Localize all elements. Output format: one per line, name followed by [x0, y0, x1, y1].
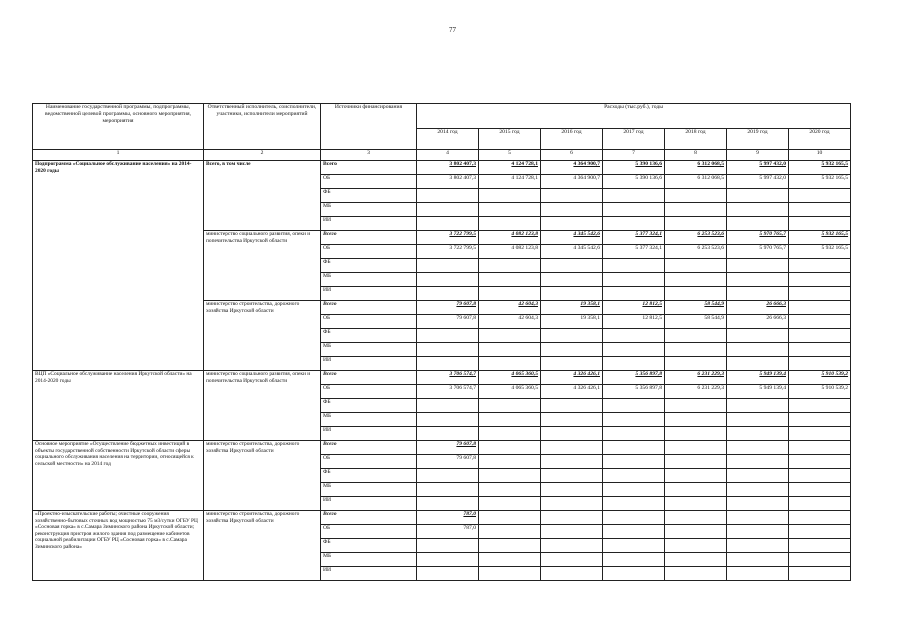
- expense-value: [417, 259, 479, 273]
- column-number: 10: [789, 150, 851, 161]
- expense-value: 6 231 229,3: [665, 385, 727, 399]
- header-year: 2018 год: [665, 129, 727, 150]
- expense-value: [603, 455, 665, 469]
- expense-value: 5 356 897,8: [603, 371, 665, 385]
- expense-value: 42 604,3: [479, 315, 541, 329]
- expense-value: 6 312 068,5: [665, 161, 727, 175]
- expense-value: [417, 427, 479, 441]
- expense-value: [603, 497, 665, 511]
- expense-value: [727, 511, 789, 525]
- expense-value: [727, 525, 789, 539]
- expense-value: 12 812,5: [603, 301, 665, 315]
- expense-value: [541, 273, 603, 287]
- expense-value: [603, 427, 665, 441]
- expense-value: [665, 511, 727, 525]
- expense-value: 5 949 139,4: [727, 371, 789, 385]
- expense-value: [479, 357, 541, 371]
- expense-value: [789, 553, 851, 567]
- expense-value: 5 997 432,0: [727, 175, 789, 189]
- expense-value: 79 607,8: [417, 455, 479, 469]
- expense-value: [727, 483, 789, 497]
- expense-value: [417, 273, 479, 287]
- column-number: 5: [479, 150, 541, 161]
- expense-value: [789, 189, 851, 203]
- expense-value: [603, 441, 665, 455]
- expense-value: [789, 441, 851, 455]
- expense-value: [479, 217, 541, 231]
- expense-value: [417, 483, 479, 497]
- expense-value: [603, 399, 665, 413]
- expense-value: [727, 469, 789, 483]
- expense-value: [417, 287, 479, 301]
- expense-value: 5 377 324,1: [603, 231, 665, 245]
- expense-value: [665, 483, 727, 497]
- header-source: Источники финансирования: [321, 104, 417, 150]
- funding-source: ФБ: [321, 469, 417, 483]
- expense-value: [479, 525, 541, 539]
- executor: министерство социального развития, опеки и попечительства Иркутской области: [204, 371, 321, 441]
- funding-source: ФБ: [321, 329, 417, 343]
- expense-value: [479, 189, 541, 203]
- expense-value: [417, 567, 479, 581]
- expense-value: [541, 539, 603, 553]
- expense-value: [665, 441, 727, 455]
- expense-value: 4 065 360,5: [479, 385, 541, 399]
- funding-source: ИИ: [321, 217, 417, 231]
- expense-value: 5 932 165,5: [789, 161, 851, 175]
- expense-value: [727, 539, 789, 553]
- expense-value: [665, 413, 727, 427]
- expense-value: [665, 203, 727, 217]
- column-number: 1: [33, 150, 204, 161]
- expense-value: [479, 539, 541, 553]
- expense-value: [789, 315, 851, 329]
- funding-source: ОБ: [321, 525, 417, 539]
- expense-value: [665, 217, 727, 231]
- expense-value: [789, 203, 851, 217]
- funding-source: ОБ: [321, 175, 417, 189]
- expense-value: [727, 273, 789, 287]
- expense-value: [603, 273, 665, 287]
- executor: Всего, в том числе: [204, 161, 321, 231]
- expense-value: [541, 259, 603, 273]
- expense-value: 19 358,1: [541, 315, 603, 329]
- expense-value: [479, 441, 541, 455]
- funding-source: ФБ: [321, 399, 417, 413]
- header-year: 2014 год: [417, 129, 479, 150]
- expense-value: [417, 217, 479, 231]
- program-name: ВЦП «Социальное обслуживание населения Иркутской области» на 2014-2020 годы: [33, 371, 204, 441]
- expense-value: [665, 273, 727, 287]
- expense-value: [479, 567, 541, 581]
- expense-value: 5 932 165,5: [789, 245, 851, 259]
- expense-value: 26 666,3: [727, 301, 789, 315]
- funding-source: Всего: [321, 371, 417, 385]
- expense-value: [603, 525, 665, 539]
- expense-value: 6 253 523,6: [665, 245, 727, 259]
- expense-value: [603, 553, 665, 567]
- expense-value: 4 364 900,7: [541, 175, 603, 189]
- expense-value: [789, 539, 851, 553]
- expense-value: [665, 259, 727, 273]
- expense-value: 5 997 432,0: [727, 161, 789, 175]
- expense-value: 4 082 123,8: [479, 245, 541, 259]
- expense-value: [789, 511, 851, 525]
- expense-value: 58 544,9: [665, 301, 727, 315]
- column-number: 6: [541, 150, 603, 161]
- column-number: 3: [321, 150, 417, 161]
- funding-source: Всего: [321, 161, 417, 175]
- expense-value: 3 802 407,3: [417, 175, 479, 189]
- expense-value: [541, 441, 603, 455]
- funding-source: ОБ: [321, 385, 417, 399]
- expense-value: [789, 427, 851, 441]
- executor: министерство социального развития, опеки и попечительства Иркутской области: [204, 231, 321, 301]
- expense-value: [479, 413, 541, 427]
- table-row: [33, 511, 851, 525]
- expense-value: [417, 329, 479, 343]
- expense-value: [479, 203, 541, 217]
- expense-value: [479, 287, 541, 301]
- funding-source: МБ: [321, 273, 417, 287]
- table-row: [33, 441, 851, 455]
- header-name: Наименование государственной программы, подпрограммы, ведомственной целевой программы, основного мероприятия, мероприятия: [33, 104, 204, 150]
- expense-value: 4 124 728,1: [479, 175, 541, 189]
- expense-value: [603, 329, 665, 343]
- expense-value: [603, 483, 665, 497]
- expense-value: [541, 567, 603, 581]
- expense-value: [417, 343, 479, 357]
- expense-value: [665, 287, 727, 301]
- funding-source: Всего: [321, 441, 417, 455]
- expense-value: [417, 539, 479, 553]
- column-number: 9: [727, 150, 789, 161]
- expense-value: 5 932 165,5: [789, 231, 851, 245]
- expense-value: [417, 399, 479, 413]
- expense-value: 3 722 799,5: [417, 245, 479, 259]
- expense-value: [727, 357, 789, 371]
- header-year: 2015 год: [479, 129, 541, 150]
- header-expenses: Расходы (тыс.руб.), годы: [417, 104, 851, 129]
- expense-value: [789, 469, 851, 483]
- expense-value: [417, 553, 479, 567]
- expense-value: [541, 511, 603, 525]
- expense-value: 4 082 123,8: [479, 231, 541, 245]
- expense-value: [479, 399, 541, 413]
- expense-value: [541, 413, 603, 427]
- expense-value: [541, 343, 603, 357]
- expense-value: [603, 203, 665, 217]
- expense-value: [541, 217, 603, 231]
- expense-value: [665, 539, 727, 553]
- header-year: 2020 год: [789, 129, 851, 150]
- expense-value: 3 706 574,7: [417, 385, 479, 399]
- expense-value: 5 932 165,5: [789, 175, 851, 189]
- expense-value: [417, 497, 479, 511]
- expense-value: [727, 203, 789, 217]
- funding-source: МБ: [321, 203, 417, 217]
- expense-value: [665, 497, 727, 511]
- expense-value: [541, 525, 603, 539]
- expense-value: [417, 189, 479, 203]
- funding-source: ИИ: [321, 497, 417, 511]
- expense-value: [541, 455, 603, 469]
- expense-value: [789, 287, 851, 301]
- expense-value: [665, 357, 727, 371]
- expense-value: [727, 567, 789, 581]
- expense-value: [603, 469, 665, 483]
- expense-value: [603, 343, 665, 357]
- funding-source: ОБ: [321, 245, 417, 259]
- expense-value: [479, 259, 541, 273]
- funding-source: ИИ: [321, 427, 417, 441]
- expense-value: [603, 287, 665, 301]
- expense-value: [479, 343, 541, 357]
- column-number: 4: [417, 150, 479, 161]
- funding-source: ОБ: [321, 455, 417, 469]
- table-row: [33, 161, 851, 175]
- expense-value: 4 345 542,6: [541, 245, 603, 259]
- funding-source: Всего: [321, 511, 417, 525]
- expense-value: 5 970 765,7: [727, 231, 789, 245]
- funding-source: МБ: [321, 553, 417, 567]
- expense-value: 4 326 426,1: [541, 385, 603, 399]
- expense-value: 6 231 229,3: [665, 371, 727, 385]
- expense-value: [479, 553, 541, 567]
- table-row: [33, 371, 851, 385]
- expense-value: 5 910 539,2: [789, 385, 851, 399]
- expense-value: [727, 259, 789, 273]
- expense-value: [541, 469, 603, 483]
- expense-value: 6 312 068,5: [665, 175, 727, 189]
- expense-value: [665, 469, 727, 483]
- funding-source: ФБ: [321, 539, 417, 553]
- expense-value: [417, 203, 479, 217]
- expense-value: [541, 497, 603, 511]
- expense-value: [541, 287, 603, 301]
- expense-value: 787,0: [417, 525, 479, 539]
- expense-value: 79 607,8: [417, 441, 479, 455]
- expense-value: [665, 427, 727, 441]
- funding-source: ИИ: [321, 287, 417, 301]
- expense-value: [603, 511, 665, 525]
- expense-value: [417, 357, 479, 371]
- expense-value: [789, 567, 851, 581]
- executor: министерство строительства, дорожного хозяйства Иркутской области: [204, 511, 321, 581]
- expense-value: [479, 427, 541, 441]
- expense-value: [789, 273, 851, 287]
- expense-value: [479, 329, 541, 343]
- expense-value: [789, 455, 851, 469]
- expense-value: 4 345 542,6: [541, 231, 603, 245]
- expense-value: 4 364 900,7: [541, 161, 603, 175]
- expense-value: 5 910 539,2: [789, 371, 851, 385]
- expense-value: [603, 567, 665, 581]
- expense-value: 26 666,3: [727, 315, 789, 329]
- expense-value: [789, 413, 851, 427]
- expense-value: [727, 189, 789, 203]
- expense-value: [727, 497, 789, 511]
- expense-value: [603, 413, 665, 427]
- expense-value: [665, 189, 727, 203]
- expense-value: [665, 567, 727, 581]
- expense-value: [665, 455, 727, 469]
- expense-value: [603, 259, 665, 273]
- expense-value: 787,0: [417, 511, 479, 525]
- funding-source: ОБ: [321, 315, 417, 329]
- expense-value: 3 722 799,5: [417, 231, 479, 245]
- expense-value: [789, 497, 851, 511]
- expense-value: [541, 203, 603, 217]
- expense-value: [727, 455, 789, 469]
- funding-source: ИИ: [321, 567, 417, 581]
- expense-value: [479, 511, 541, 525]
- expense-value: [789, 343, 851, 357]
- expense-value: 5 970 765,7: [727, 245, 789, 259]
- expense-value: 79 607,8: [417, 315, 479, 329]
- header-year: 2017 год: [603, 129, 665, 150]
- header-year: 2016 год: [541, 129, 603, 150]
- expense-value: 5 390 136,6: [603, 175, 665, 189]
- expense-value: [541, 329, 603, 343]
- program-name: Основное мероприятие «Осуществление бюджетных инвестиций в объекты государственной собственности Иркутской области сферы социального обслуживания населения на территории, относящейся к сельской местности» на 2014 год: [33, 441, 204, 511]
- column-number: 8: [665, 150, 727, 161]
- executor: министерство строительства, дорожного хозяйства Иркутской области: [204, 301, 321, 371]
- expense-value: 4 326 426,1: [541, 371, 603, 385]
- expense-value: 12 812,5: [603, 315, 665, 329]
- expense-value: [789, 259, 851, 273]
- expense-value: [727, 553, 789, 567]
- expense-value: [479, 497, 541, 511]
- expense-value: [479, 273, 541, 287]
- expense-value: [665, 329, 727, 343]
- funding-source: МБ: [321, 413, 417, 427]
- expense-value: [603, 189, 665, 203]
- funding-source: МБ: [321, 343, 417, 357]
- funding-source: Всего: [321, 231, 417, 245]
- expense-value: [603, 539, 665, 553]
- funding-source: ФБ: [321, 259, 417, 273]
- expense-value: [727, 441, 789, 455]
- expense-value: [603, 357, 665, 371]
- expense-value: [727, 329, 789, 343]
- expense-value: [727, 217, 789, 231]
- expense-value: [479, 455, 541, 469]
- expense-value: [727, 427, 789, 441]
- program-name: «Проектно-изыскательские работы; очистные сооружения хозяйственно-бытовых сточных вод мощностью 75 м3/сутки ОГБУ РЦ «Сосновая горка» в с.Самара Зиминского района Иркутской области; реконструкция пристроя жилого здания под размещение кабинетов социальной реабилитации ОГБУ РЦ «Сосновая горка» в с.Самара Зиминского района»: [33, 511, 204, 581]
- expense-value: [541, 483, 603, 497]
- expense-value: 3 706 574,7: [417, 371, 479, 385]
- expense-value: [789, 525, 851, 539]
- expense-value: 58 544,9: [665, 315, 727, 329]
- expense-value: 5 356 897,8: [603, 385, 665, 399]
- expense-value: 19 358,1: [541, 301, 603, 315]
- column-number: 7: [603, 150, 665, 161]
- expense-value: 5 377 324,1: [603, 245, 665, 259]
- expense-value: 4 065 360,5: [479, 371, 541, 385]
- program-name: Подпрограмма «Социальное обслуживание населения» на 2014-2020 годы: [33, 161, 204, 371]
- expense-value: [665, 399, 727, 413]
- expense-value: 42 604,3: [479, 301, 541, 315]
- expense-value: [541, 189, 603, 203]
- expense-value: 5 390 136,6: [603, 161, 665, 175]
- funding-source: МБ: [321, 483, 417, 497]
- expense-value: [665, 343, 727, 357]
- expense-value: 3 802 407,3: [417, 161, 479, 175]
- expense-value: [789, 399, 851, 413]
- funding-source: ИИ: [321, 357, 417, 371]
- expense-value: [541, 553, 603, 567]
- header-year: 2019 год: [727, 129, 789, 150]
- expense-value: [479, 469, 541, 483]
- expense-value: [541, 399, 603, 413]
- expense-value: [727, 399, 789, 413]
- expense-value: 6 253 523,6: [665, 231, 727, 245]
- expense-value: [789, 357, 851, 371]
- expense-value: [541, 427, 603, 441]
- expense-value: [417, 469, 479, 483]
- column-number: 2: [204, 150, 321, 161]
- funding-source: ФБ: [321, 189, 417, 203]
- expense-value: [727, 343, 789, 357]
- expense-value: 5 949 139,4: [727, 385, 789, 399]
- expense-value: [727, 287, 789, 301]
- expense-value: 4 124 728,1: [479, 161, 541, 175]
- expense-value: [727, 413, 789, 427]
- expense-value: [789, 217, 851, 231]
- expense-value: [789, 329, 851, 343]
- executor: министерство строительства, дорожного хозяйства Иркутской области: [204, 441, 321, 511]
- expense-value: 79 607,8: [417, 301, 479, 315]
- expense-value: [603, 217, 665, 231]
- expense-value: [417, 413, 479, 427]
- expense-value: [479, 483, 541, 497]
- header-executor: Ответственный исполнитель, соисполнители, участники, исполнители мероприятий: [204, 104, 321, 150]
- expenses-table: [32, 103, 851, 581]
- expense-value: [665, 525, 727, 539]
- expense-value: [789, 483, 851, 497]
- expense-value: [665, 553, 727, 567]
- page-number: 77: [449, 26, 456, 34]
- expense-value: [789, 301, 851, 315]
- expense-value: [541, 357, 603, 371]
- funding-source: Всего: [321, 301, 417, 315]
